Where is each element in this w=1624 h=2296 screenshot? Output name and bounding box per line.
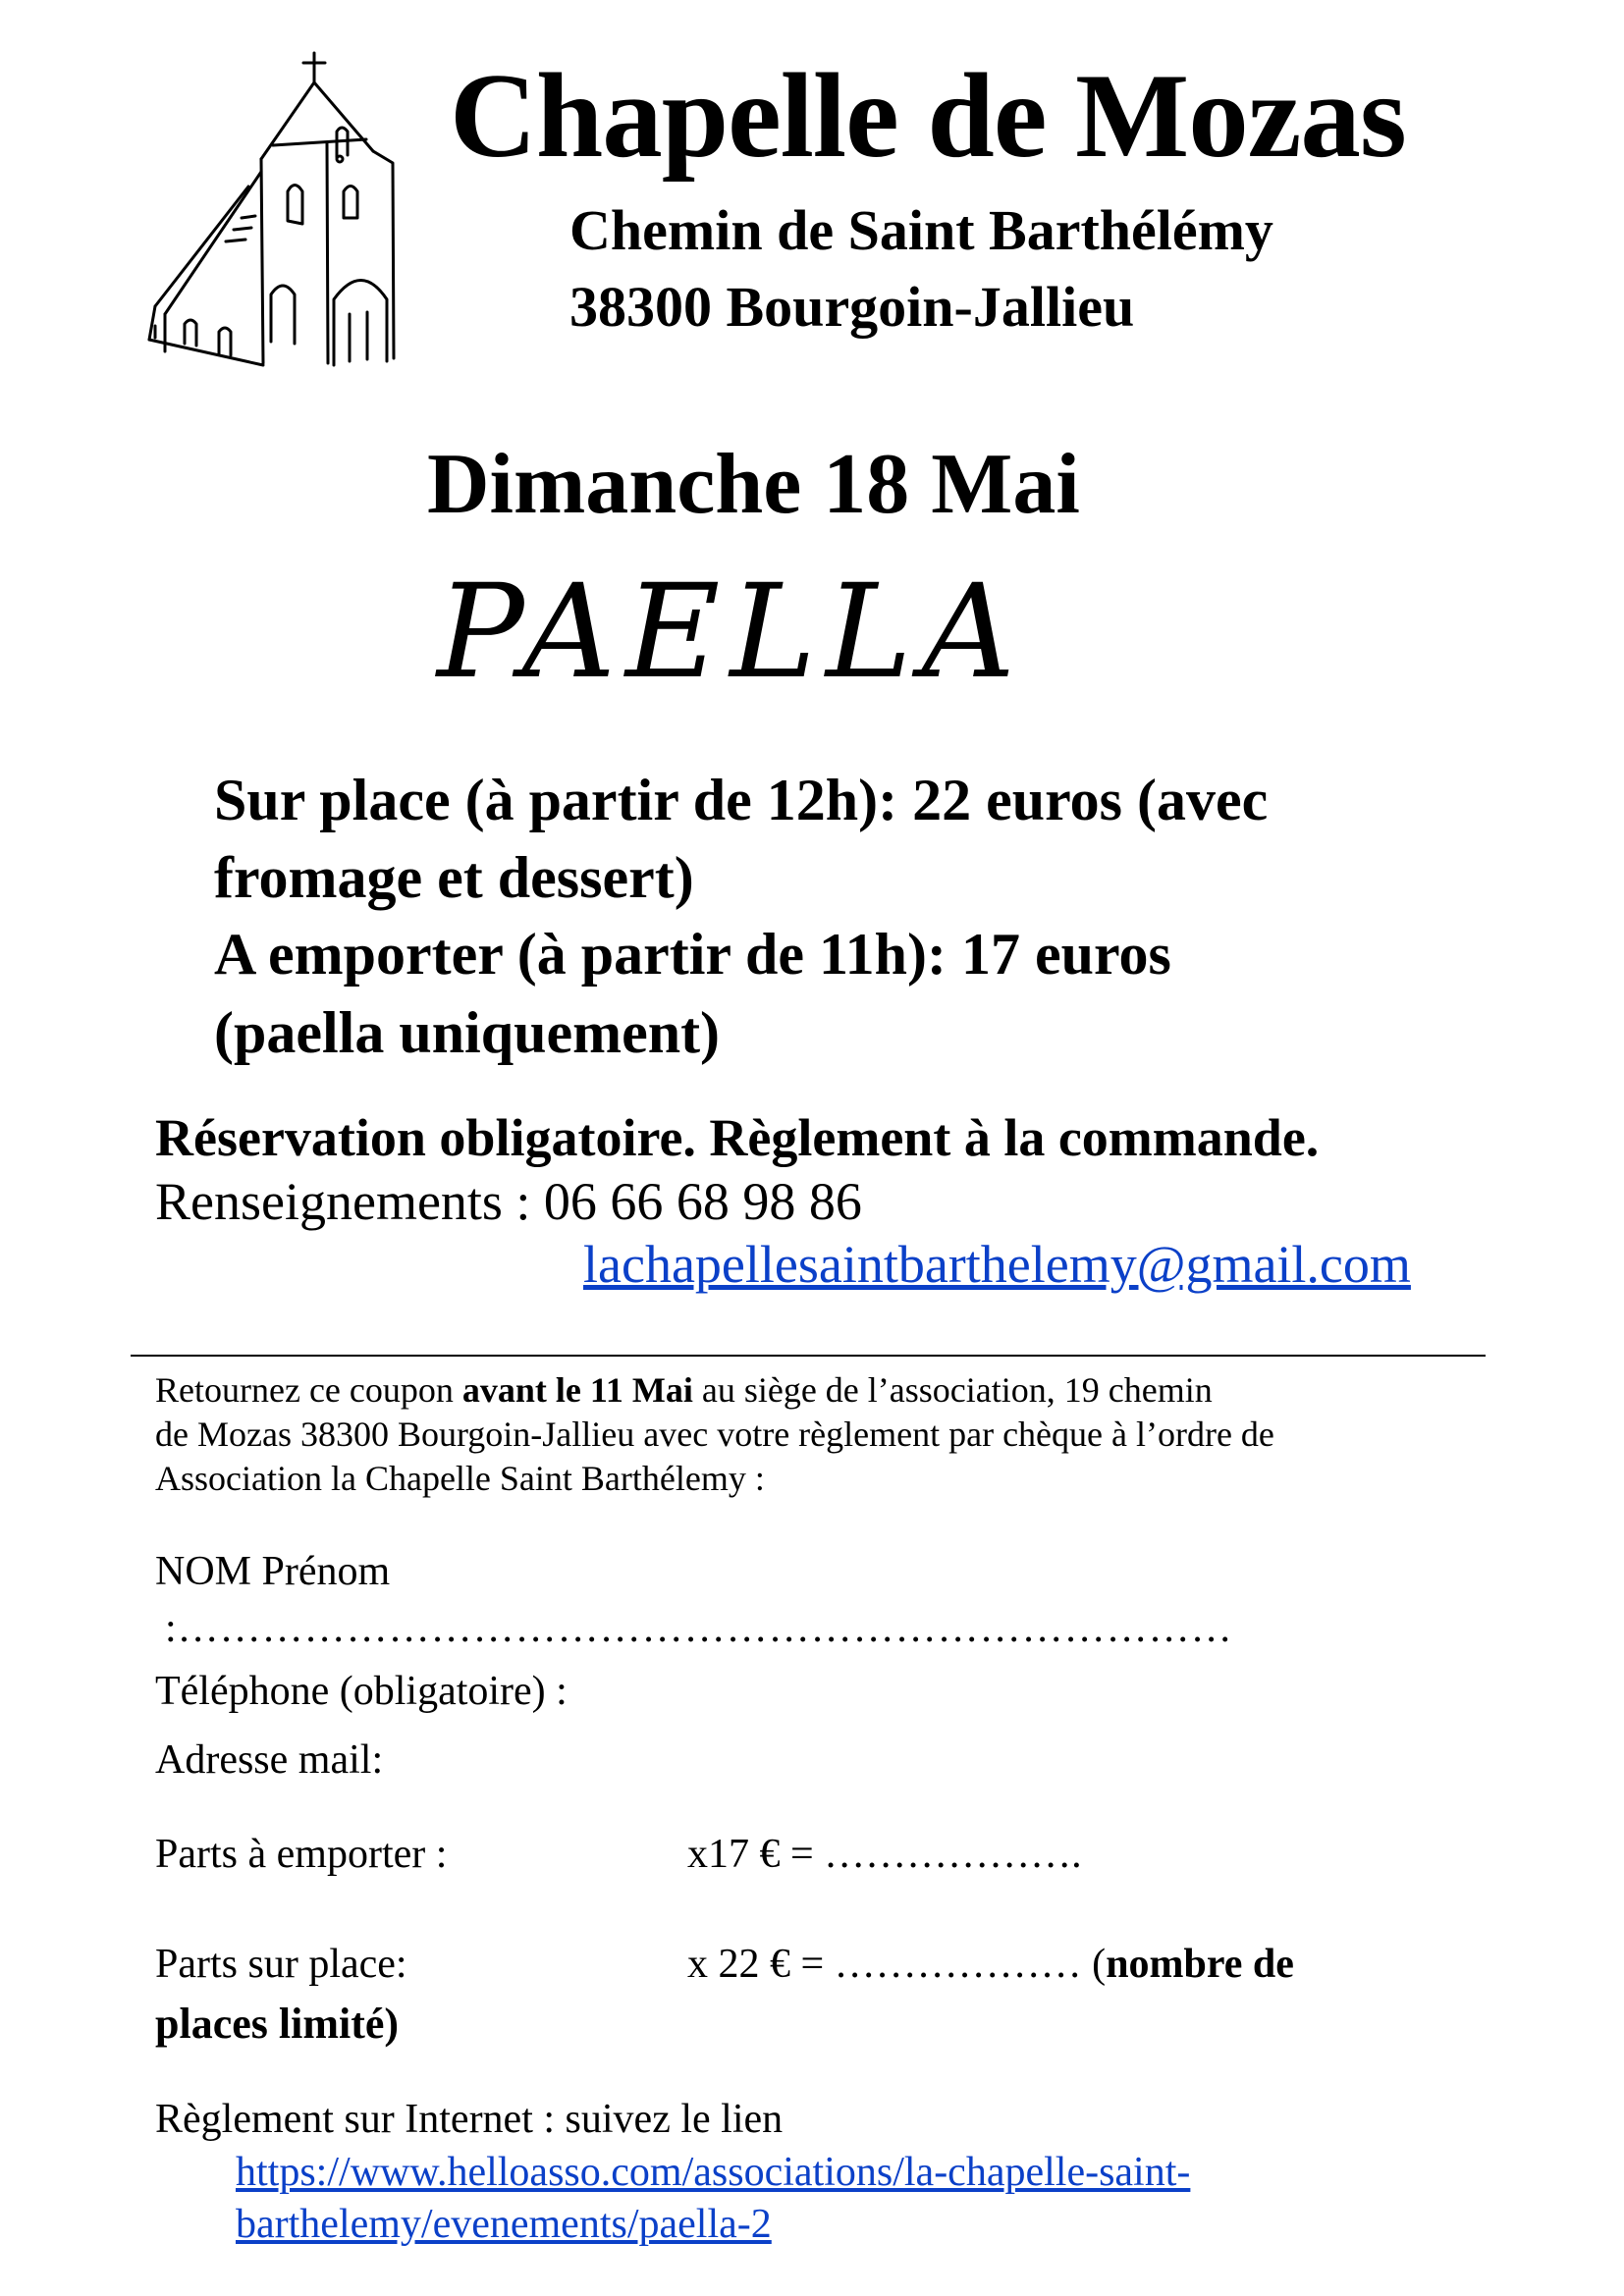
price-on-site: Sur place (à partir de 12h): 22 euros (avec xyxy=(214,768,1269,832)
event-name: PAELLA xyxy=(437,557,1026,708)
reservation-note: Réservation obligatoire. Règlement à la commande. xyxy=(155,1108,1320,1167)
phone-field[interactable]: Téléphone (obligatoire) : xyxy=(155,1669,568,1714)
info-phone: Renseignements : 06 66 68 98 86 xyxy=(155,1172,862,1231)
address-line-1: Chemin de Saint Barthélémy xyxy=(569,198,1273,262)
onsite-calc-text: x 22 € = ……………… ( xyxy=(687,1942,1107,1987)
email-field[interactable]: Adresse mail: xyxy=(155,1737,384,1783)
price-takeaway: A emporter (à partir de 11h): 17 euros xyxy=(214,922,1171,987)
payment-link[interactable]: https://www.helloasso.com/associations/la-chapelle-saint- xyxy=(236,2150,1191,2195)
payment-instructions: Règlement sur Internet : suivez le lien xyxy=(155,2097,784,2142)
onsite-limit-note-2: places limité) xyxy=(155,2000,400,2048)
payment-link-continued[interactable]: barthelemy/evenements/paella-2 xyxy=(236,2202,772,2247)
chapel-drawing xyxy=(126,49,420,373)
price-takeaway-detail: (paella uniquement) xyxy=(214,1000,721,1065)
coupon-instructions-line-1 xyxy=(155,1372,1213,1408)
price-on-site-detail: fromage et dessert) xyxy=(214,845,694,910)
coupon-instructions-line-3: Association la Chapelle Saint Barthélemy : xyxy=(155,1459,765,1498)
onsite-parts-field[interactable] xyxy=(687,1944,1294,1985)
event-date: Dimanche 18 Mai xyxy=(427,437,1080,532)
coupon-separator xyxy=(131,1355,1486,1357)
email-link[interactable]: lachapellesaintbarthelemy@gmail.com xyxy=(583,1235,1411,1294)
address-line-2: 38300 Bourgoin-Jallieu xyxy=(569,275,1135,339)
name-field[interactable]: :………………………………………………………………… xyxy=(165,1606,1233,1651)
takeaway-parts-field[interactable]: x17 € = ………………. xyxy=(687,1832,1082,1877)
coupon-instructions-line-2: de Mozas 38300 Bourgoin-Jallieu avec votre règlement par chèque à l’ordre de xyxy=(155,1415,1274,1454)
name-label: NOM Prénom xyxy=(155,1549,391,1594)
coupon-text: au siège de l’association, 19 chemin xyxy=(692,1370,1213,1410)
coupon-deadline: avant le 11 Mai xyxy=(461,1370,693,1410)
onsite-parts-label: Parts sur place: xyxy=(155,1942,407,1987)
onsite-limit-note: nombre de xyxy=(1106,1942,1294,1987)
page-title: Chapelle de Mozas xyxy=(450,48,1406,183)
takeaway-parts-label: Parts à emporter : xyxy=(155,1832,448,1877)
coupon-text: Retournez ce coupon xyxy=(155,1370,462,1410)
